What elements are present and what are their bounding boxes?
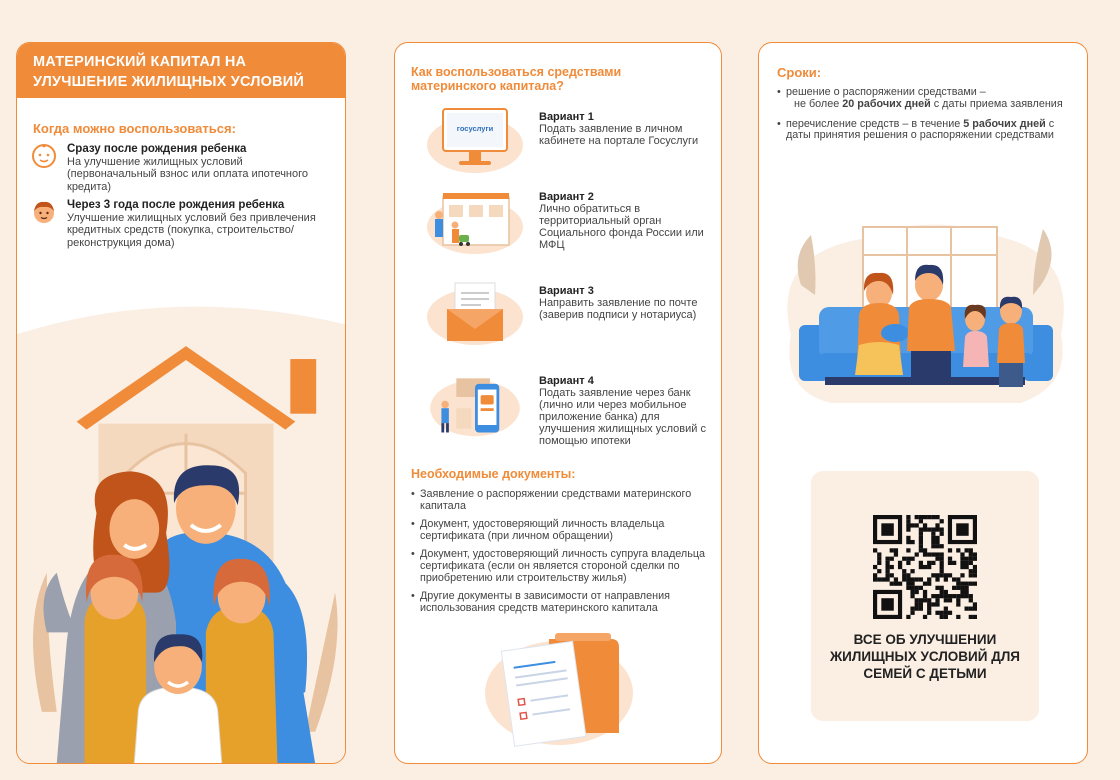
- banner-title: МАТЕРИНСКИЙ КАПИТАЛ НА УЛУЧШЕНИЕ ЖИЛИЩНЫХ УСЛОВИЙ: [17, 43, 345, 98]
- qr-caption: ВСЕ ОБ УЛУЧШЕНИИ ЖИЛИЩНЫХ УСЛОВИЙ ДЛЯ СЕМЕЙ С ДЕТЬМИ: [829, 632, 1021, 681]
- panel-how-to-use: [394, 42, 722, 764]
- how-title: Как воспользоваться средствами материнского капитала?: [411, 65, 622, 93]
- list-item-variant-1: [425, 105, 715, 175]
- list-item-after-birth: [31, 143, 331, 193]
- list-item-after-3-years: [31, 199, 331, 249]
- family-sofa-illustration: [771, 215, 1077, 411]
- variant-title: Вариант 1: [539, 111, 594, 123]
- documents-folder-illustration: [479, 629, 639, 749]
- item-title: Сразу после рождения ребенка: [67, 143, 247, 155]
- list-item: • Заявление о распоряжении средствами материнского капитала: [411, 489, 713, 513]
- panel-when-to-use: [16, 42, 346, 764]
- list-item: • Документ, удостоверяющий личность владельца сертификата (при личном обращении): [411, 519, 713, 543]
- variant-title: Вариант 3: [539, 285, 594, 297]
- list-item-variant-3: [425, 279, 715, 349]
- list-item-variant-2: [425, 185, 715, 255]
- office-building-icon: [425, 185, 525, 255]
- variant-text: Подать заявление через банк (лично или через мобильное приложение банка) для улучшения жилищных условий с помощью ипотеки: [539, 387, 706, 447]
- item-text: Улучшение жилищных условий без привлечения кредитных средств (покупка, строительство/реконструкция дома): [67, 211, 316, 249]
- docs-title: Необходимые документы:: [411, 467, 576, 481]
- variant-title: Вариант 4: [539, 375, 594, 387]
- list-item: • перечисление средств – в течение 5 рабочих дней с даты принятия решения о распоряжении средствами: [777, 119, 1067, 143]
- gosuslugi-logo: госуслуги: [456, 124, 494, 133]
- list-item: • Документ, удостоверяющий личность супруга владельца сертификата (если он является стороной сделки по приобретению или строительству жилья): [411, 549, 713, 584]
- computer-gosuslugi-icon: [425, 105, 525, 175]
- docs-list: [411, 489, 713, 621]
- terms-list: [777, 87, 1067, 150]
- variant-text: Лично обратиться в территориальный орган Социального фонда России или МФЦ: [539, 203, 704, 251]
- panel-terms: [758, 42, 1088, 764]
- list-item: • решение о распоряжении средствами – не более 20 рабочих дней с даты приема заявления: [777, 87, 1067, 111]
- item-text: На улучшение жилищных условий (первоначальный взнос или оплата ипотечного кредита): [67, 155, 309, 193]
- baby-face-icon: [31, 143, 57, 169]
- terms-title: Сроки:: [777, 65, 822, 80]
- envelope-letter-icon: [425, 279, 525, 349]
- qr-card: [811, 471, 1039, 721]
- variant-text: Подать заявление в личном кабинете на портале Госуслуги: [539, 123, 699, 147]
- variant-text: Направить заявление по почте (заверив подписи у нотариуса): [539, 297, 698, 321]
- family-house-illustration: [17, 293, 345, 764]
- qr-code[interactable]: [873, 515, 977, 619]
- when-title: Когда можно воспользоваться:: [33, 121, 236, 136]
- child-face-icon: [31, 199, 57, 225]
- list-item-variant-4: [425, 369, 715, 447]
- mobile-bank-icon: [425, 369, 525, 439]
- list-item: • Другие документы в зависимости от направления использования средств материнского капитала: [411, 591, 713, 615]
- item-title: Через 3 года после рождения ребенка: [67, 199, 285, 211]
- variant-title: Вариант 2: [539, 191, 594, 203]
